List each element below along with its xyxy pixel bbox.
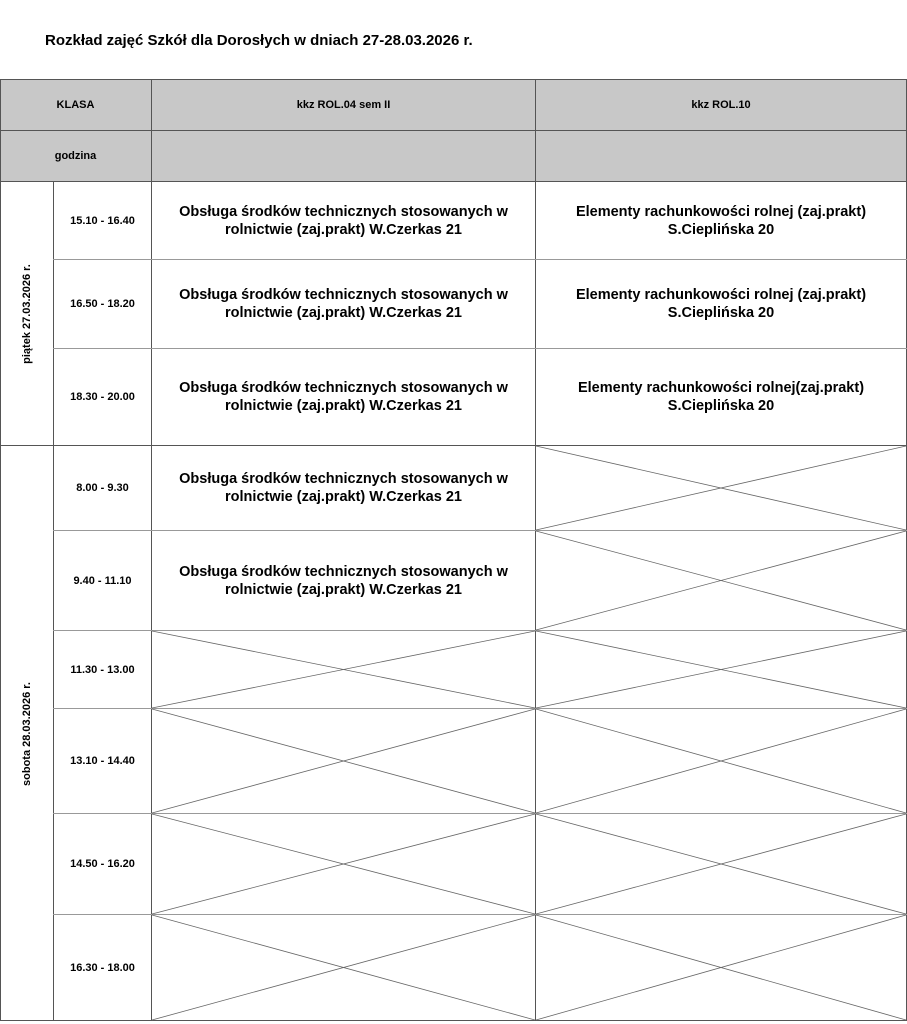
time-slot: 15.10 - 16.40 — [70, 214, 135, 227]
day-cell-saturday — [0, 446, 53, 1021]
klasa-header: KLASA — [56, 99, 95, 111]
time-slot: 9.40 - 11.10 — [73, 574, 132, 587]
lesson-cell-rol10: Elementy rachunkowości rolnej (zaj.prakt) S.Cieplińska 20 — [575, 287, 867, 321]
lesson-cell-rol04: Obsługa środków technicznych stosowanych w rolnictwie (zaj.prakt) W.Czerkas 21 — [179, 563, 508, 598]
page-title: Rozkład zajęć Szkół dla Dorosłych w dniach 27-28.03.2026 r. — [45, 32, 473, 49]
time-slot: 16.30 - 18.00 — [70, 962, 135, 974]
lesson-cell-rol10: Elementy rachunkowości rolnej (zaj.prakt) S.Cieplińska 20 — [575, 203, 867, 238]
time-slot: 14.50 - 16.20 — [70, 858, 135, 870]
time-slot: 16.50 - 18.20 — [70, 298, 135, 310]
godzina-header: godzina — [54, 150, 97, 162]
time-slot: 11.30 - 13.00 — [70, 663, 135, 676]
lesson-cell-rol04: Obsługa środków technicznych stosowanych w rolnictwie (zaj.prakt) W.Czerkas 21 — [179, 287, 508, 321]
column-header-rol04: kkz ROL.04 sem II — [296, 99, 391, 111]
day-label-saturday: sobota 28.03.2026 r. — [20, 681, 33, 786]
day-cell-friday — [0, 182, 53, 445]
column-header-rol10: kkz ROL.10 — [691, 99, 751, 111]
time-slot: 18.30 - 20.00 — [70, 391, 135, 403]
lesson-cell-rol04: Obsługa środków technicznych stosowanych w rolnictwie (zaj.prakt) W.Czerkas 21 — [179, 203, 508, 238]
time-slot: 13.10 - 14.40 — [70, 755, 135, 767]
lesson-cell-rol10: Elementy rachunkowości rolnej(zaj.prakt) S.Cieplińska 20 — [577, 380, 865, 414]
time-slot: 8.00 - 9.30 — [76, 482, 129, 494]
lesson-cell-rol04: Obsługa środków technicznych stosowanych w rolnictwie (zaj.prakt) W.Czerkas 21 — [179, 380, 508, 414]
day-label-friday: piątek 27.03.2026 r. — [20, 263, 33, 364]
lesson-cell-rol04: Obsługa środków technicznych stosowanych w rolnictwie (zaj.prakt) W.Czerkas 21 — [179, 471, 508, 505]
